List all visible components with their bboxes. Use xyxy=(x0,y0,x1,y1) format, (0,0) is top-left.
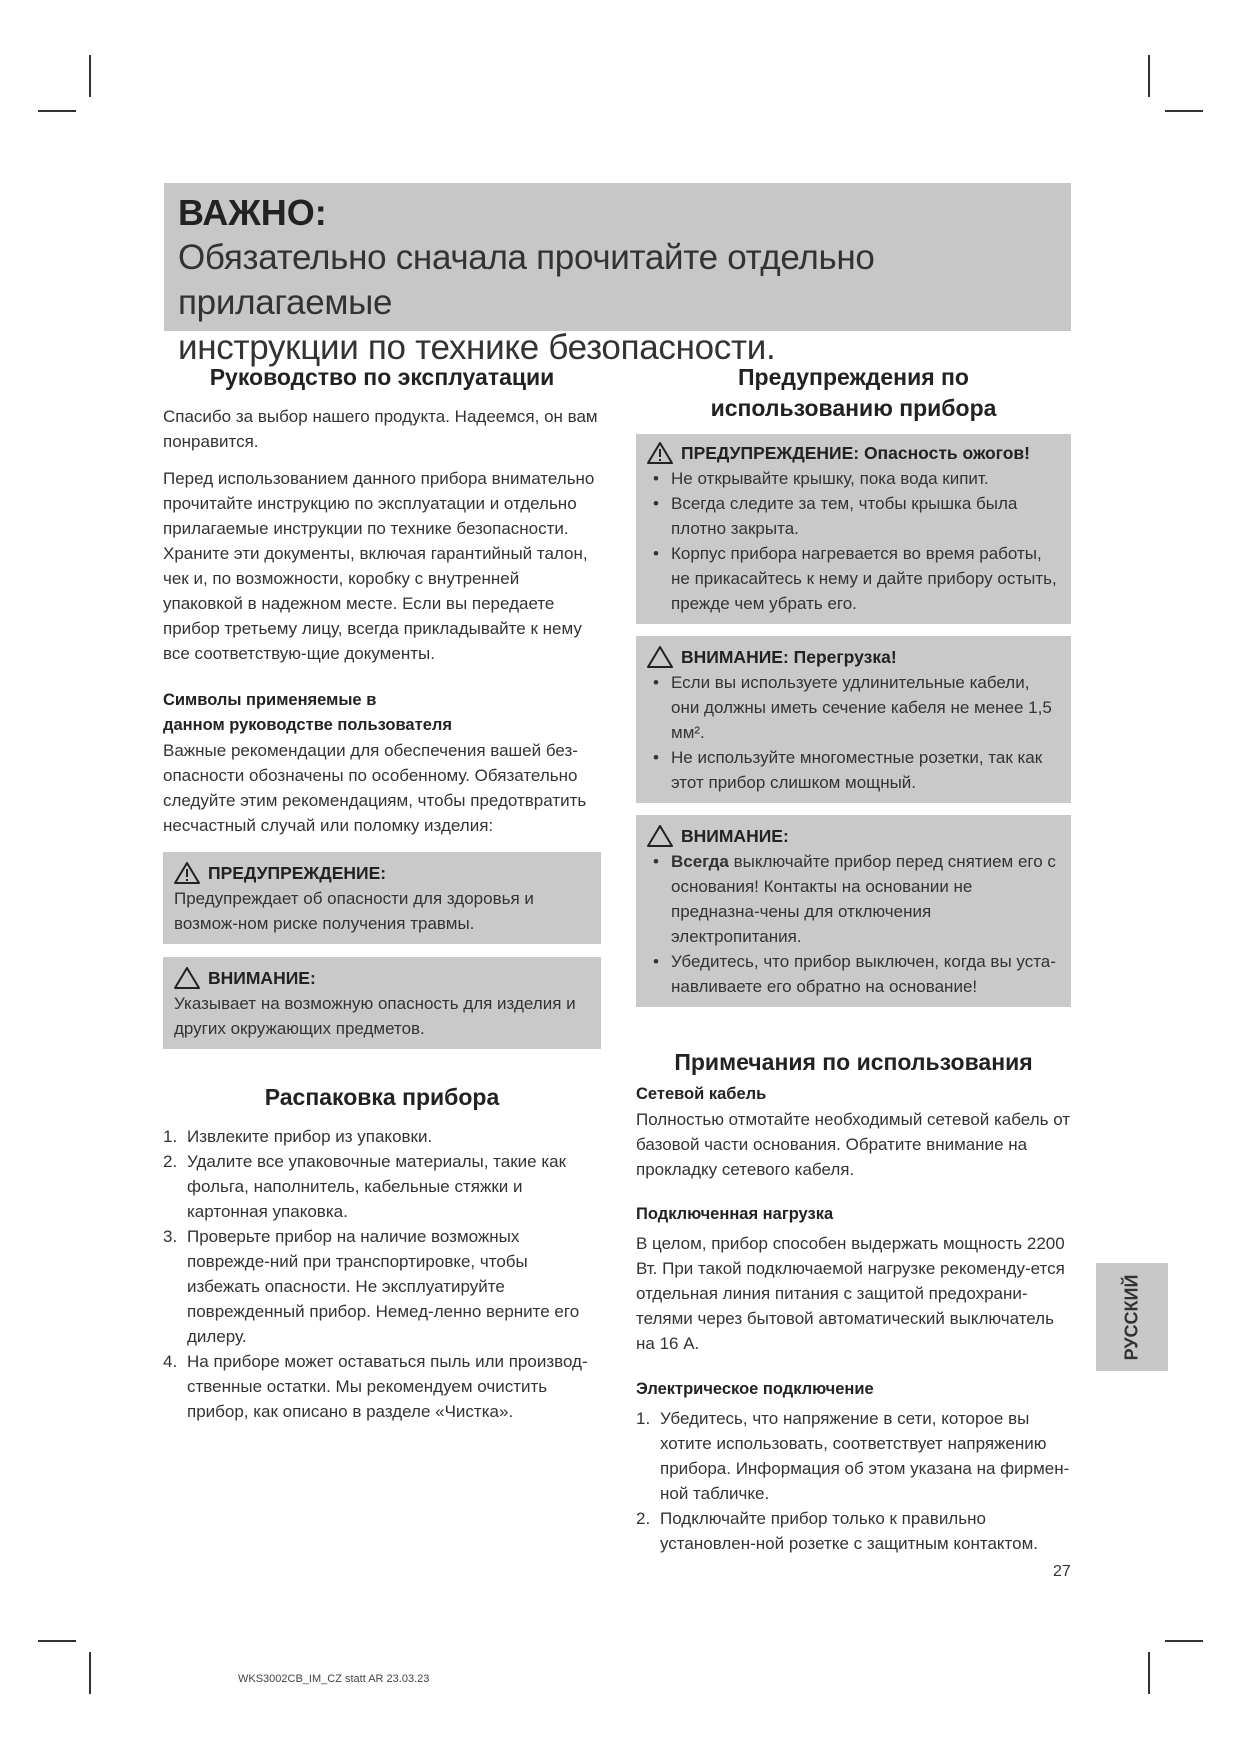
attention-head xyxy=(647,823,1060,849)
symbols-title xyxy=(163,688,601,738)
caution-box-text: Указывает на возможную опасность для изделия и других окружающих предметов. xyxy=(174,994,576,1038)
overload-box xyxy=(636,636,1071,803)
step-text: Проверьте прибор на наличие возможных поврежде-ний при транспортировке, чтобы избежать опасности. Не эксплуатируйте поврежденный прибор. Немед-ленно верните его дилеру. xyxy=(187,1227,580,1346)
overload-title: ВНИМАНИЕ: Перегрузка! xyxy=(681,647,897,667)
page-number: 27 xyxy=(1053,1563,1071,1580)
list-item: • Убедитесь, что прибор выключен, когда вы уста-навливаете его обратно на основание! xyxy=(647,949,1060,999)
step-number: 1. xyxy=(163,1127,178,1146)
step-text: Убедитесь, что напряжение в сети, которое вы хотите использовать, соответствует напряжению прибора. Информация об этом указана на фирмен-ной табличке. xyxy=(660,1409,1070,1503)
electric-steps xyxy=(636,1406,1071,1556)
list-item: • Всегда следите за тем, чтобы крышка была плотно закрыта. xyxy=(647,491,1060,541)
caution-triangle-icon xyxy=(174,967,200,989)
caution-triangle-icon xyxy=(647,646,673,668)
step-number: 2. xyxy=(636,1509,651,1528)
step-number: 2. xyxy=(163,1152,178,1171)
warning-triangle-icon xyxy=(174,862,200,884)
list-item xyxy=(163,1149,601,1224)
step-number: 3. xyxy=(163,1227,178,1246)
attention-list xyxy=(647,849,1060,999)
right-column xyxy=(636,362,1071,1556)
intro-paragraph-1: Спасибо за выбор нашего продукта. Надеемся, он вам понравится. xyxy=(163,407,598,451)
language-tab xyxy=(1096,1263,1168,1371)
step-text: Подключайте прибор только к правильно установлен-ной розетке с защитным контактом. xyxy=(660,1509,1039,1553)
electric-title: Электрическое подключение xyxy=(636,1380,874,1398)
left-column xyxy=(163,362,601,1424)
list-item: • Не используйте многоместные розетки, так как этот прибор слишком мощный. xyxy=(647,745,1060,795)
burn-warning-head xyxy=(647,440,1060,466)
footer-code: WKS3002CB_IM_CZ statt AR 23.03.23 xyxy=(238,1673,430,1685)
attention-item-1-text: выключайте прибор перед снятием его с основания! Контакты на основании не предназна-чены для отключения электропитания. xyxy=(671,852,1056,946)
list-item xyxy=(163,1349,601,1424)
manual-title: Руководство по эксплуатации xyxy=(209,364,555,390)
list-item xyxy=(163,1124,601,1149)
important-banner xyxy=(164,183,1071,367)
list-item: • Не открывайте крышку, пока вода кипит. xyxy=(647,466,1060,491)
caution-box xyxy=(163,957,601,1049)
step-text: Удалите все упаковочные материалы, такие как фольга, наполнитель, кабельные стяжки и картонная упаковка. xyxy=(187,1152,567,1221)
list-item xyxy=(163,1224,601,1349)
important-line-2: инструкции по технике безопасности. xyxy=(178,328,776,367)
crop-mark xyxy=(1165,110,1203,112)
step-number: 1. xyxy=(636,1409,651,1428)
crop-mark xyxy=(38,1640,76,1642)
crop-mark xyxy=(1165,1640,1203,1642)
warning-box-head xyxy=(174,860,590,886)
emphasis-always: Всегда xyxy=(671,852,729,871)
warning-triangle-icon xyxy=(647,442,673,464)
warnings-title-line-2: использованию прибора xyxy=(710,395,997,421)
warning-box xyxy=(163,852,601,944)
warning-box-text: Предупреждает об опасности для здоровья и возмож-ном риске получения травмы. xyxy=(174,889,534,933)
list-item xyxy=(636,1406,1071,1506)
notes-title: Примечания по использования xyxy=(674,1049,1033,1075)
list-item xyxy=(647,849,1060,949)
load-text: В целом, прибор способен выдержать мощность 2200 Вт. При такой подключаемой нагрузке рекоменду-ется отдельная линия питания с защитой предохрани-телями через бытовой автоматический выключатель на 16 А. xyxy=(636,1234,1065,1353)
crop-mark xyxy=(89,55,91,97)
list-item: • Если вы используете удлинительные кабели, они должны иметь сечение кабеля не менее 1,5 мм². xyxy=(647,670,1060,745)
step-text: На приборе может оставаться пыль или производ-ственные остатки. Мы рекомендуем очистить прибор, как описано в разделе «Чистка». xyxy=(187,1352,588,1421)
burn-warning-box xyxy=(636,434,1071,624)
step-number: 4. xyxy=(163,1352,178,1371)
attention-box xyxy=(636,815,1071,1007)
caution-box-title: ВНИМАНИЕ: xyxy=(208,968,316,988)
burn-warning-title: ПРЕДУПРЕЖДЕНИЕ: Опасность ожогов! xyxy=(681,443,1031,463)
symbols-text: Важные рекомендации для обеспечения вашей без-опасности обозначены по особенному. Обязательно следуйте этим рекомендациям, чтобы предотвратить несчастный случай или поломку изделия: xyxy=(163,741,587,835)
unpack-steps xyxy=(163,1124,601,1424)
list-item: • Корпус прибора нагревается во время работы, не прикасайтесь к нему и дайте прибору остыть, прежде чем убрать его. xyxy=(647,541,1060,616)
caution-triangle-icon xyxy=(647,825,673,847)
cable-title: Сетевой кабель xyxy=(636,1085,767,1103)
warnings-title-line-1: Предупреждения по xyxy=(738,364,969,390)
symbols-title-line-2: данном руководстве пользователя xyxy=(163,716,452,734)
crop-mark xyxy=(89,1652,91,1694)
important-heading: ВАЖНО: xyxy=(178,192,327,233)
symbols-title-line-1: Символы применяемые в xyxy=(163,691,377,709)
cable-text: Полностью отмотайте необходимый сетевой кабель от базовой части основания. Обратите внимание на прокладку сетевого кабеля. xyxy=(636,1110,1071,1179)
load-title: Подключенная нагрузка xyxy=(636,1205,834,1223)
burn-warning-list xyxy=(647,466,1060,616)
unpack-title: Распаковка прибора xyxy=(264,1084,500,1110)
intro-paragraph-2: Перед использованием данного прибора внимательно прочитайте инструкцию по эксплуатации и отдельно прилагаемые инструкции по технике безопасности. Храните эти документы, включая гарантийный талон, чек и, по возможности, коробку с внутренней упаковкой в надежном месте. Если вы передаете прибор третьему лицу, всегда прикладывайте к нему все соответствую-щие документы. xyxy=(163,469,595,663)
crop-mark xyxy=(38,110,76,112)
overload-list xyxy=(647,670,1060,795)
important-line-1: Обязательно сначала прочитайте отдельно прилагаемые xyxy=(178,238,875,322)
overload-head xyxy=(647,644,1060,670)
step-text: Извлеките прибор из упаковки. xyxy=(187,1127,433,1146)
crop-mark xyxy=(1148,1652,1150,1694)
crop-mark xyxy=(1148,55,1150,97)
caution-box-head xyxy=(174,965,590,991)
list-item xyxy=(636,1506,1071,1556)
language-tab-label: РУССКИЙ xyxy=(1121,1274,1142,1360)
warning-box-title: ПРЕДУПРЕЖДЕНИЕ: xyxy=(208,863,387,883)
attention-title: ВНИМАНИЕ: xyxy=(681,826,789,846)
warnings-title xyxy=(636,362,1071,424)
